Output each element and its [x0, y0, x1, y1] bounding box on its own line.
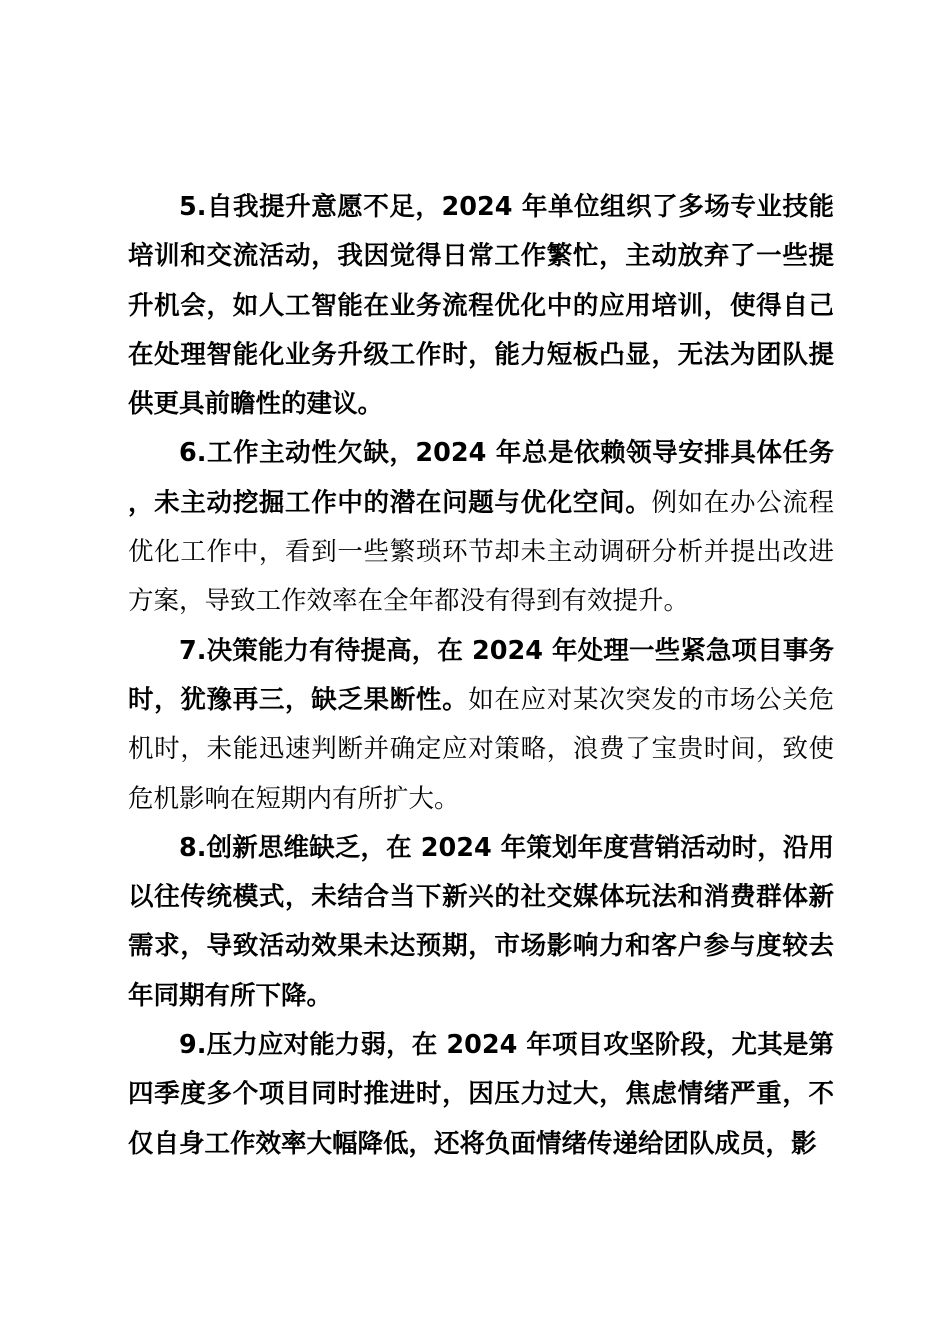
paragraph-6-body: 例如在办公流程优化工作中，看到一些繁琐环节却未主动调研分析并提出改进方案，导致工作效率在全年都没有得到有效提升。 [128, 487, 834, 617]
paragraph-9-heading: 9.压力应对能力弱，在 2024 年项目攻坚阶段，尤其是第四季度多个项目同时推进时，因压力过大，焦虑情绪严重，不仅自身工作效率大幅降低，还将负面情绪传递给团队成员，影 [128, 1030, 834, 1159]
paragraph-9 [128, 1021, 834, 1169]
paragraph-6-heading: 6.工作主动性欠缺，2024 年总是依赖领导安排具体任务，未主动挖掘工作中的潜在问题与优化空间。 [128, 438, 834, 518]
paragraph-7-body: 如在应对某次突发的市场公关危机时，未能迅速判断并确定应对策略，浪费了宝贵时间，致使危机影响在短期内有所扩大。 [128, 684, 834, 814]
document-body [128, 183, 834, 1169]
paragraph-7 [128, 627, 834, 824]
paragraph-8 [128, 824, 834, 1021]
paragraph-5 [128, 183, 834, 429]
paragraph-7-heading: 7.决策能力有待提高，在 2024 年处理一些紧急项目事务时，犹豫再三，缺乏果断性。 [128, 635, 834, 715]
paragraph-5-heading: 5.自我提升意愿不足，2024 年单位组织了多场专业技能培训和交流活动，我因觉得日常工作繁忙，主动放弃了一些提升机会，如人工智能在业务流程优化中的应用培训，使得自己在处理智能化业务升级工作时，能力短板凸显，无法为团队提供更具前瞻性的建议。 [128, 192, 834, 420]
paragraph-8-heading: 8.创新思维缺乏，在 2024 年策划年度营销活动时，沿用以往传统模式，未结合当下新兴的社交媒体玩法和消费群体新需求，导致活动效果未达预期，市场影响力和客户参与度较去年同期有所下降。 [128, 832, 834, 1011]
paragraph-6 [128, 429, 834, 626]
